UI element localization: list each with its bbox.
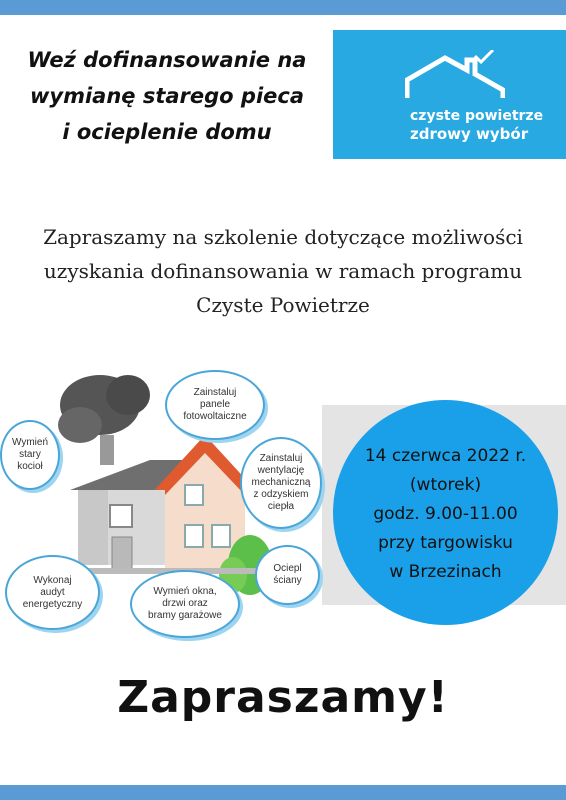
logo-text-line2: zdrowy wybór — [410, 125, 529, 143]
info-bubble-ventilation — [240, 437, 322, 529]
info-bubble-windows — [130, 570, 240, 638]
closing-invitation: Zapraszamy! — [117, 672, 449, 723]
headline — [8, 42, 326, 150]
intro-paragraph — [10, 220, 556, 322]
logo-text-line1: czyste powietrze — [410, 108, 544, 124]
bubble-line: panele — [199, 399, 231, 410]
info-bubble-solar — [165, 370, 265, 440]
bubble-line: z odzyskiem — [253, 489, 309, 500]
bubble-line: Zainstaluj — [193, 387, 237, 398]
event-location-line2: w Brzezinach — [389, 562, 502, 582]
headline-line: Weź dofinansowanie na — [27, 48, 307, 72]
event-details — [333, 442, 558, 587]
intro-line: Zapraszamy na szkolenie dotyczące możliwości — [43, 225, 523, 249]
house-illustration — [0, 365, 330, 640]
headline-line: wymianę starego pieca — [29, 84, 304, 108]
bubble-line: audyt — [40, 586, 65, 598]
bubble-line: kocioł — [17, 461, 43, 472]
bubble-line: Ociepl — [273, 563, 302, 574]
bubble-line: ciepła — [267, 501, 295, 512]
bubble-line: fotowoltaiczne — [183, 411, 247, 422]
bubble-line: drzwi oraz — [162, 598, 208, 609]
info-bubble-audit — [5, 555, 100, 630]
bubble-line: ściany — [273, 575, 302, 586]
bubble-line: Wykonaj — [33, 574, 72, 586]
house-roof-icon — [405, 50, 505, 100]
event-time: godz. 9.00-11.00 — [373, 504, 518, 524]
info-bubble-boiler — [0, 420, 60, 490]
intro-line: uzyskania dofinansowania w ramach programu — [43, 259, 523, 283]
top-accent-bar — [0, 0, 566, 15]
bubble-line: Wymień okna, — [153, 586, 217, 597]
bottom-accent-bar — [0, 785, 566, 800]
bubble-line: wentylację — [257, 465, 305, 476]
bubble-line: energetyczny — [22, 598, 83, 610]
czyste-powietrze-logo — [333, 30, 566, 159]
info-bubble-walls — [255, 545, 320, 605]
bubble-line: Zainstaluj — [259, 453, 303, 464]
event-date: 14 czerwca 2022 r. — [364, 446, 527, 466]
intro-line: Czyste Powietrze — [196, 293, 370, 317]
bubble-line: mechaniczną — [251, 477, 311, 488]
event-location-line1: przy targowisku — [378, 533, 513, 553]
event-weekday: (wtorek) — [409, 475, 482, 495]
bubble-line: Wymień — [11, 437, 49, 448]
bubble-line: bramy garażowe — [148, 610, 222, 621]
bubble-line: stary — [19, 449, 41, 460]
headline-line: i ocieplenie domu — [62, 120, 272, 144]
